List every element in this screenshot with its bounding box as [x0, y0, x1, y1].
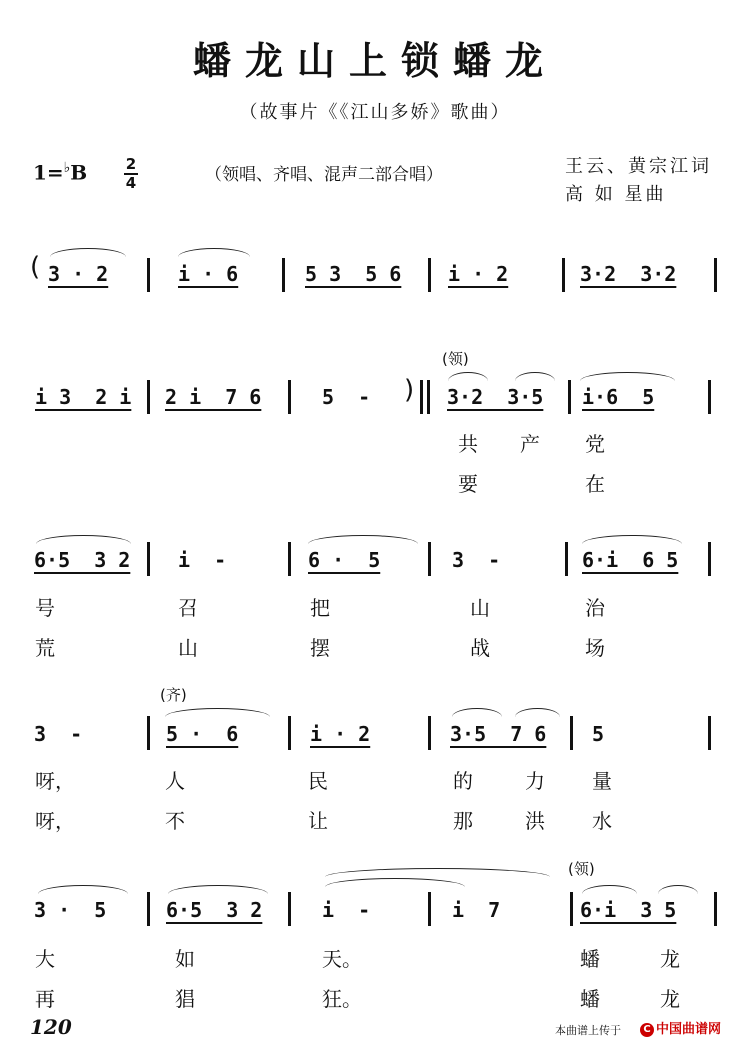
lyric: 场: [585, 636, 605, 660]
lyric: 呀，: [35, 809, 75, 833]
logo-text: 中国曲谱网: [656, 1022, 722, 1037]
measure: 6·5 3 2: [166, 898, 263, 922]
flat-sign: ♭: [63, 160, 71, 176]
lyric: 的: [453, 769, 473, 793]
time-top: 2: [125, 155, 137, 173]
lyric: 再: [35, 987, 55, 1011]
lyric: 让: [308, 809, 328, 833]
barline: [428, 892, 431, 926]
measure: i -: [322, 898, 371, 922]
time-signature: [124, 156, 138, 192]
barline: [147, 542, 150, 576]
lyric: 要: [458, 472, 478, 496]
barline: [282, 258, 285, 292]
barline: [427, 380, 430, 414]
lead-mark: (领): [568, 860, 595, 878]
site-logo[interactable]: [640, 1018, 721, 1037]
slur: [452, 708, 502, 717]
composer-credit: 高 如 星曲: [565, 184, 667, 205]
lyricist-credit: 王云、黄宗江词: [565, 156, 712, 177]
lead-mark: (领): [442, 350, 469, 368]
logo-icon: C: [640, 1023, 654, 1037]
open-paren: (: [30, 252, 41, 282]
slur: [582, 535, 682, 544]
measure: 3·2 3·2: [580, 262, 677, 286]
barline: [570, 716, 573, 750]
lyric: 山: [470, 596, 490, 620]
slur: [582, 885, 637, 894]
lyric: 呀，: [35, 769, 75, 793]
song-title: 蟠龙山上锁蟠龙: [192, 38, 557, 83]
barline: [147, 380, 150, 414]
time-bottom: 4: [125, 174, 137, 192]
lyric: 荒: [35, 636, 55, 660]
barline: [420, 380, 423, 414]
slur: [325, 868, 550, 877]
lyric: 龙: [660, 947, 680, 971]
slur: [580, 372, 675, 381]
barline: [288, 716, 291, 750]
measure: i·6 5: [582, 385, 655, 409]
lyric: 摆: [310, 636, 330, 660]
slur: [658, 885, 698, 894]
lyric: 战: [470, 636, 490, 660]
lyric: 龙: [660, 987, 680, 1011]
lyric: 水: [592, 809, 612, 833]
measure: 6·5 3 2: [34, 548, 131, 572]
barline: [147, 716, 150, 750]
lyric: 那: [453, 809, 473, 833]
slur: [36, 535, 131, 544]
barline: [708, 542, 711, 576]
lyric: 在: [585, 472, 605, 496]
key-note: B: [70, 160, 88, 185]
barline: [714, 892, 717, 926]
barline: [708, 380, 711, 414]
measure: 5: [592, 722, 605, 746]
slur: [165, 708, 270, 717]
measure: 5 -: [322, 385, 371, 409]
upload-note: 本曲谱上传于: [555, 1024, 621, 1037]
key-prefix: 1=: [33, 160, 64, 185]
lyric: 量: [592, 769, 612, 793]
unison-mark: (齐): [160, 686, 187, 704]
measure: i -: [178, 548, 227, 572]
barline: [565, 542, 568, 576]
close-paren: ): [404, 375, 415, 405]
barline: [428, 258, 431, 292]
lyric: 把: [310, 596, 330, 620]
lyric: 不: [165, 809, 185, 833]
slur: [50, 248, 126, 257]
lyric: 人: [165, 769, 185, 793]
measure: 3 · 5: [34, 898, 107, 922]
barline: [708, 716, 711, 750]
measure: 2 i 7 6: [165, 385, 262, 409]
lyric: 共: [458, 432, 478, 456]
performance-note: （领唱、齐唱、混声二部合唱）: [205, 165, 443, 185]
slur: [448, 372, 488, 381]
lyric: 民: [308, 769, 328, 793]
lyric: 大: [35, 947, 55, 971]
barline: [147, 892, 150, 926]
lyric: 山: [178, 636, 198, 660]
barline: [288, 542, 291, 576]
barline: [714, 258, 717, 292]
barline: [147, 258, 150, 292]
measure: i · 2: [448, 262, 509, 286]
measure: 3·2 3·5: [447, 385, 544, 409]
measure: 5 3 5 6: [305, 262, 402, 286]
barline: [570, 892, 573, 926]
song-subtitle: （故事片《《江山多娇》歌曲）: [239, 102, 511, 123]
page-number: 120: [30, 1015, 72, 1039]
lyric: 产: [520, 432, 540, 456]
barline: [288, 892, 291, 926]
slur: [168, 885, 268, 894]
slur: [308, 535, 418, 544]
lyric: 党: [585, 432, 605, 456]
lyric: 蟠: [580, 947, 600, 971]
lyric: 召: [178, 596, 198, 620]
slur: [38, 885, 128, 894]
lyric: 力: [525, 769, 545, 793]
measure: i · 2: [310, 722, 371, 746]
lyric: 如: [175, 947, 195, 971]
measure: 3 -: [34, 722, 83, 746]
lyric: 蟠: [580, 987, 600, 1011]
barline: [288, 380, 291, 414]
barline: [568, 380, 571, 414]
lyric: 猖: [175, 987, 195, 1011]
slur: [515, 372, 555, 381]
slur: [515, 708, 560, 717]
measure: i 3 2 i: [35, 385, 132, 409]
lyric: 治: [585, 596, 605, 620]
barline: [428, 542, 431, 576]
key-signature: [33, 160, 87, 185]
lyric: 号: [35, 596, 55, 620]
slur: [178, 248, 250, 257]
measure: i · 6: [178, 262, 239, 286]
measure: 6·i 6 5: [582, 548, 679, 572]
barline: [562, 258, 565, 292]
lyric: 狂。: [322, 987, 362, 1011]
measure: 6·i 3 5: [580, 898, 677, 922]
measure: 5 · 6: [166, 722, 239, 746]
measure: 6 · 5: [308, 548, 381, 572]
measure: i 7: [452, 898, 501, 922]
measure: 3 -: [452, 548, 501, 572]
slur: [325, 878, 465, 887]
measure: 3 · 2: [48, 262, 109, 286]
barline: [428, 716, 431, 750]
measure: 3·5 7 6: [450, 722, 547, 746]
lyric: 天。: [322, 947, 362, 971]
lyric: 洪: [525, 809, 545, 833]
